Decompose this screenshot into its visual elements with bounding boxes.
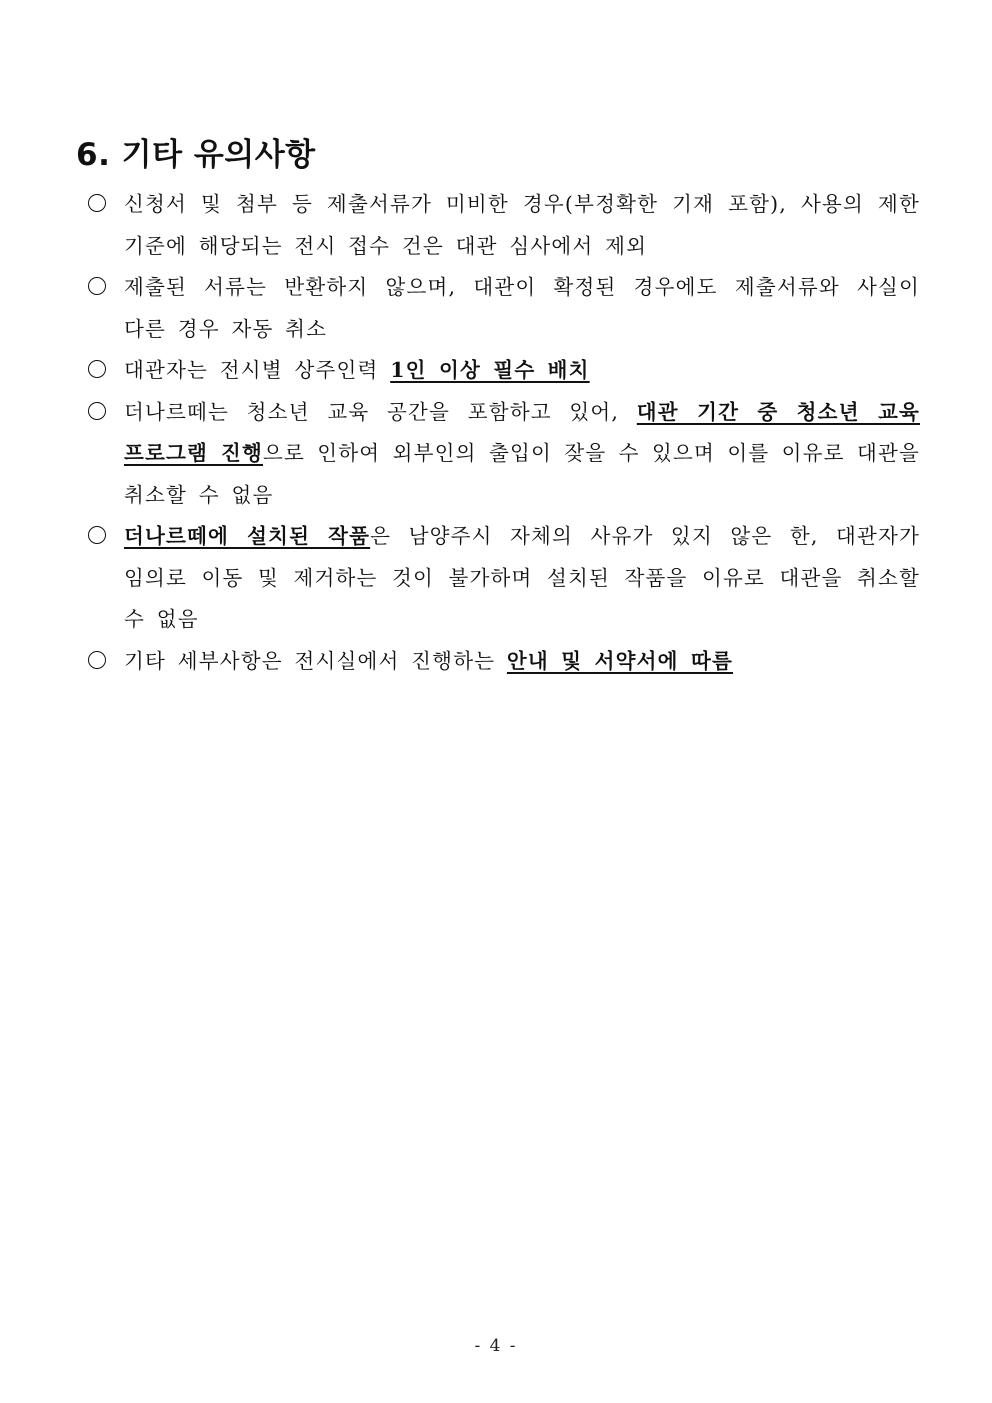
notice-list <box>84 184 920 682</box>
notice-item-staff-requirement <box>84 350 920 392</box>
notice-text: 더나르떼는 청소년 교육 공간을 포함하고 있어, <box>124 399 637 424</box>
notice-text: 대관자는 전시별 상주인력 <box>124 358 391 382</box>
circle-bullet-icon <box>88 402 106 420</box>
notice-emphasis: 안내 및 서약서에 따름 <box>506 648 733 673</box>
notice-item-documents-not-returned <box>84 267 920 350</box>
notice-emphasis: 1인 이상 필수 배치 <box>390 358 590 382</box>
circle-bullet-icon <box>88 526 106 544</box>
notice-emphasis: 대관 기간 중 청소년 교육 프로그램 진행 <box>124 399 920 465</box>
notice-text: 제출된 서류는 반환하지 않으며, 대관이 확정된 경우에도 제출서류와 사실이 다른 경우 자동 취소 <box>124 275 920 341</box>
notice-text: 기타 세부사항은 전시실에서 진행하는 <box>124 648 507 673</box>
notice-item-incomplete-documents <box>84 184 920 267</box>
circle-bullet-icon <box>88 651 106 669</box>
notice-text: 신청서 및 첨부 등 제출서류가 미비한 경우(부정확한 기재 포함), 사용의 제한 기준에 해당되는 전시 접수 건은 대관 심사에서 제외 <box>124 192 920 258</box>
notice-item-other-details <box>84 641 920 683</box>
circle-bullet-icon <box>88 360 106 378</box>
section-title: 6. 기타 유의사항 <box>76 137 316 173</box>
page-number: - 4 - <box>474 1336 518 1356</box>
circle-bullet-icon <box>88 277 106 295</box>
notice-text-continued: 으로 인하여 외부인의 출입이 잦을 수 있으며 이를 이유로 대관을 취소할 수 없음 <box>124 441 920 507</box>
circle-bullet-icon <box>88 194 106 212</box>
notice-text-continued: 은 남양주시 자체의 사유가 있지 않은 한, 대관자가 임의로 이동 및 제거하는 것이 불가하며 설치된 작품을 이유로 대관을 취소할 수 없음 <box>124 524 920 631</box>
notice-emphasis: 더나르떼에 설치된 작품 <box>124 524 371 548</box>
notice-item-installed-artworks <box>84 516 920 641</box>
notice-item-youth-program <box>84 392 920 517</box>
